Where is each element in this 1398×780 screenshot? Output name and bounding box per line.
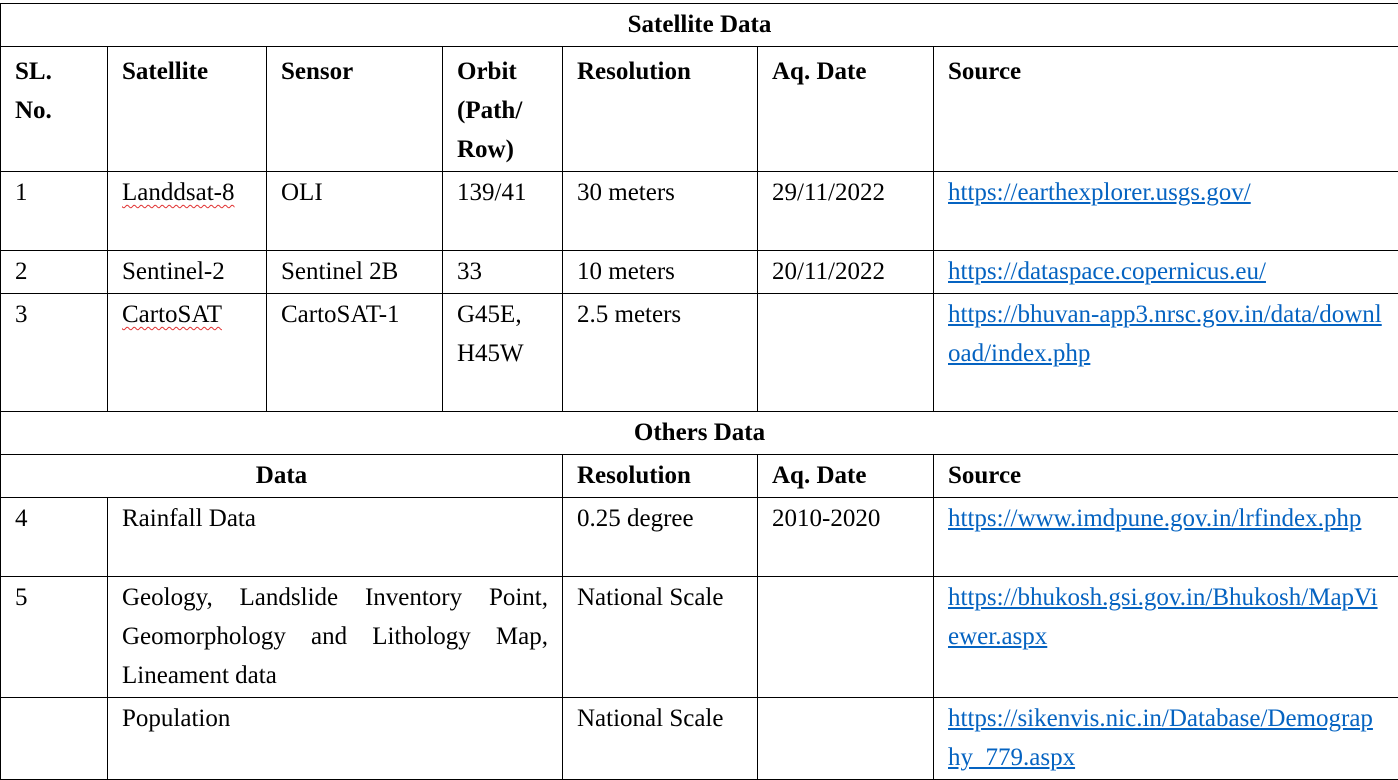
source-link[interactable]: https://sikenvis.nic.in/Database/Demography_779.aspx xyxy=(948,705,1373,771)
table-row xyxy=(1,498,1398,577)
row-resolution: 0.25 degree xyxy=(563,498,758,577)
source-link[interactable]: https://bhukosh.gsi.gov.in/Bhukosh/MapViewer.aspx xyxy=(948,584,1378,650)
row-orbit: 139/41 xyxy=(443,172,563,251)
header-aq-date: Aq. Date xyxy=(758,455,934,498)
row-source xyxy=(934,251,1398,294)
header-source: Source xyxy=(934,47,1398,172)
row-satellite xyxy=(108,172,267,251)
table-row xyxy=(1,172,1398,251)
header-orbit: Orbit (Path/ Row) xyxy=(443,47,563,172)
header-aq-date: Aq. Date xyxy=(758,47,934,172)
row-resolution: National Scale xyxy=(563,698,758,780)
others-header-row xyxy=(1,455,1398,498)
source-link[interactable]: https://bhuvan-app3.nrsc.gov.in/data/download/index.php xyxy=(948,301,1382,367)
table-row xyxy=(1,251,1398,294)
row-sensor: Sentinel 2B xyxy=(267,251,443,294)
satellite-section-title: Satellite Data xyxy=(1,4,1398,47)
others-section-title-row xyxy=(1,412,1398,455)
row-source xyxy=(934,172,1398,251)
row-resolution: 30 meters xyxy=(563,172,758,251)
row-sl-no: 1 xyxy=(1,172,108,251)
row-orbit: G45E, H45W xyxy=(443,294,563,412)
header-satellite: Satellite xyxy=(108,47,267,172)
source-link[interactable]: https://www.imdpune.gov.in/lrfindex.php xyxy=(948,505,1361,532)
row-aq-date xyxy=(758,294,934,412)
row-resolution: National Scale xyxy=(563,577,758,698)
row-sl-no: 4 xyxy=(1,498,108,577)
header-sl-no: SL. No. xyxy=(1,47,108,172)
row-aq-date xyxy=(758,577,934,698)
row-data: Geology, Landslide Inventory Point, Geomorphology and Lithology Map, Lineament data xyxy=(108,577,563,698)
header-resolution: Resolution xyxy=(563,455,758,498)
row-source xyxy=(934,698,1398,780)
satellite-header-row xyxy=(1,47,1398,172)
row-data: Rainfall Data xyxy=(108,498,563,577)
header-sensor: Sensor xyxy=(267,47,443,172)
row-source xyxy=(934,577,1398,698)
table-row xyxy=(1,577,1398,698)
table-row xyxy=(1,294,1398,412)
others-section-title: Others Data xyxy=(1,412,1398,455)
satellite-name: Landdsat-8 xyxy=(122,179,234,206)
header-resolution: Resolution xyxy=(563,47,758,172)
row-sl-no xyxy=(1,698,108,780)
table-row xyxy=(1,698,1398,780)
row-sensor: OLI xyxy=(267,172,443,251)
row-sl-no: 2 xyxy=(1,251,108,294)
satellite-name: CartoSAT xyxy=(122,301,222,328)
source-link[interactable]: https://earthexplorer.usgs.gov/ xyxy=(948,179,1251,206)
row-data: Population xyxy=(108,698,563,780)
header-data: Data xyxy=(1,455,563,498)
row-aq-date: 2010-2020 xyxy=(758,498,934,577)
row-resolution: 2.5 meters xyxy=(563,294,758,412)
satellite-section-title-row xyxy=(1,4,1398,47)
row-aq-date: 29/11/2022 xyxy=(758,172,934,251)
row-satellite: Sentinel-2 xyxy=(108,251,267,294)
row-source xyxy=(934,294,1398,412)
header-source: Source xyxy=(934,455,1398,498)
data-sources-table xyxy=(0,3,1398,780)
row-sl-no: 3 xyxy=(1,294,108,412)
row-orbit: 33 xyxy=(443,251,563,294)
row-source xyxy=(934,498,1398,577)
row-aq-date: 20/11/2022 xyxy=(758,251,934,294)
source-link[interactable]: https://dataspace.copernicus.eu/ xyxy=(948,258,1266,285)
row-sl-no: 5 xyxy=(1,577,108,698)
row-satellite xyxy=(108,294,267,412)
row-aq-date xyxy=(758,698,934,780)
row-resolution: 10 meters xyxy=(563,251,758,294)
row-sensor: CartoSAT-1 xyxy=(267,294,443,412)
